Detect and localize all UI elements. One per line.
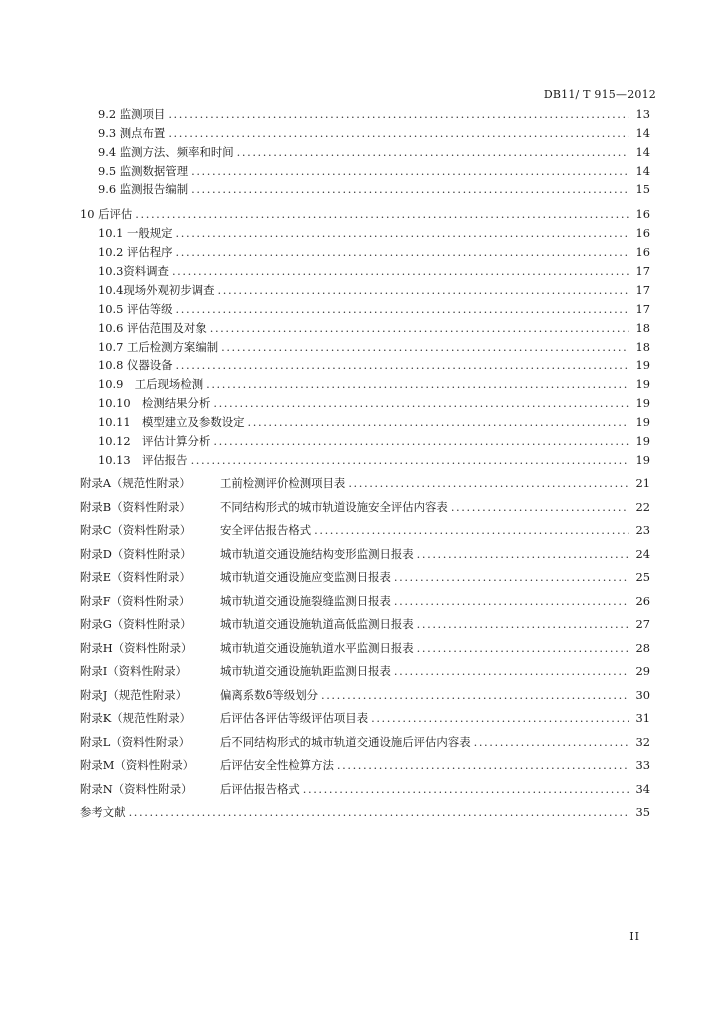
appendix-code: 附录G（资料性附录） [80,617,192,632]
dot-leader [191,182,629,196]
toc-entry-page: 19 [635,396,650,411]
toc-entry-page: 14 [635,163,650,178]
dot-leader [168,126,629,140]
toc-entry-10-8[interactable] [98,354,650,373]
dot-leader [221,340,629,354]
appendix-code: 附录N（资料性附录） [80,781,193,796]
dot-leader [321,688,629,702]
dot-leader [129,805,629,819]
toc-entry-title: 10.7 工后检测方案编制 [98,339,219,354]
toc-entry-10-1[interactable] [98,221,650,240]
dot-leader [218,283,630,297]
toc-entry-title: 10.8 仪器设备 [98,358,173,373]
toc-entry-page: 17 [635,301,650,316]
toc-appendix-m[interactable] [80,749,650,773]
appendix-title: 后评估各评估等级评估项目表 [220,711,369,726]
dot-leader [394,664,629,678]
toc-entry-page: 16 [635,226,650,241]
appendix-title: 工前检测评价检测项目表 [220,476,346,491]
dot-leader [176,226,629,240]
toc-entry-title: 10.3资料调查 [98,264,169,279]
document-number: DB11/ T 915—2012 [543,88,656,101]
toc-entry-page: 33 [635,758,650,773]
appendix-code: 附录J（规范性附录） [80,687,188,702]
toc-entry-title: 10.1 一般规定 [98,226,173,241]
dot-leader [172,264,629,278]
toc-appendix-l[interactable] [80,725,650,749]
toc-entry-title: 10.4现场外观初步调查 [98,282,215,297]
toc-entry-page: 34 [635,781,650,796]
toc-entry-page: 14 [635,125,650,140]
dot-leader [191,453,629,467]
appendix-code: 附录A（规范性附录） [80,476,191,491]
toc-appendix-f[interactable] [80,584,650,608]
toc-entry-9-4[interactable] [98,140,650,159]
toc-entry-title: 10.2 评估程序 [98,245,173,260]
toc-entry-title: 9.3 测点布置 [98,125,166,140]
toc-appendix-d[interactable] [80,537,650,561]
toc-entry-10-3[interactable] [98,259,650,278]
dot-leader [394,570,629,584]
toc-entry-title: 9.2 监测项目 [98,106,166,121]
toc-appendix-c[interactable] [80,514,650,538]
toc-entry-title: 10.9 工后现场检测 [98,377,204,392]
appendix-code: 附录L（资料性附录） [80,734,191,749]
toc-entry-page: 32 [635,734,650,749]
toc-entry-title: 10.12 评估计算分析 [98,434,211,449]
toc-entry-page: 16 [635,207,650,222]
toc-entry-10-6[interactable] [98,316,650,335]
toc-entry-10-2[interactable] [98,240,650,259]
dot-leader [474,735,629,749]
toc-entry-page: 18 [635,339,650,354]
toc-entry-page: 30 [635,687,650,702]
dot-leader [176,358,629,372]
appendix-title: 后评估安全性检算方法 [220,758,334,773]
toc-entry-title: 10 后评估 [80,207,133,222]
appendix-code: 附录I（资料性附录） [80,664,188,679]
appendix-code: 附录K（规范性附录） [80,711,192,726]
toc-entry-page: 17 [635,282,650,297]
toc-appendix-e[interactable] [80,561,650,585]
toc-entry-page: 13 [635,106,650,121]
toc-entry-10-5[interactable] [98,297,650,316]
toc-entry-page: 29 [635,664,650,679]
toc-entry-page: 21 [635,476,650,491]
toc-entry-10-7[interactable] [98,335,650,354]
dot-leader [451,500,629,514]
appendix-code: 附录H（资料性附录） [80,640,193,655]
dot-leader [303,782,629,796]
toc-entry-page: 19 [635,452,650,467]
toc-entry-9-3[interactable] [98,121,650,140]
toc-entry-10-9[interactable] [98,372,650,391]
dot-leader [394,594,629,608]
toc-entry-10-4[interactable] [98,278,650,297]
toc-entry-title: 9.6 监测报告编制 [98,182,189,197]
appendix-title: 安全评估报告格式 [220,523,312,538]
dot-leader [248,415,629,429]
appendix-code: 附录D（资料性附录） [80,546,192,561]
dot-leader [176,245,629,259]
toc-appendix-b[interactable] [80,490,650,514]
toc-entry-page: 23 [635,523,650,538]
toc-entry-page: 16 [635,245,650,260]
toc-entry-title: 10.13 评估报告 [98,452,188,467]
toc-entry-9-6[interactable] [98,178,650,197]
appendix-title: 偏离系数δ等级划分 [220,687,318,702]
toc-entry-title: 10.6 评估范围及对象 [98,320,207,335]
appendix-title: 城市轨道交通设施轨道高低监测日报表 [220,617,414,632]
toc-entry-10-13[interactable] [98,448,650,467]
toc-entry-9-5[interactable] [98,159,650,178]
toc-entry-page: 18 [635,320,650,335]
toc-entry-10-11[interactable] [98,410,650,429]
dot-leader [417,617,629,631]
appendix-title: 后评估报告格式 [220,781,300,796]
toc-appendix-a[interactable] [80,467,650,491]
toc-entry-page: 14 [635,144,650,159]
dot-leader [210,321,629,335]
appendix-code: 附录B（资料性附录） [80,499,191,514]
appendix-title: 不同结构形式的城市轨道设施安全评估内容表 [220,499,448,514]
toc-entry-page: 19 [635,434,650,449]
toc-references[interactable] [80,796,650,820]
dot-leader [417,641,629,655]
toc-entry-page: 26 [635,593,650,608]
dot-leader [237,145,629,159]
toc-entry-title: 参考文献 [80,805,126,820]
toc-entry-page: 25 [635,570,650,585]
toc-appendix-g[interactable] [80,608,650,632]
dot-leader [176,302,629,316]
toc-appendix-k[interactable] [80,702,650,726]
dot-leader [168,107,629,121]
toc-entry-10-10[interactable] [98,391,650,410]
appendix-title: 后不同结构形式的城市轨道交通设施后评估内容表 [220,734,471,749]
dot-leader [191,164,629,178]
toc-entry-page: 19 [635,358,650,373]
toc-entry-title: 9.4 监测方法、频率和时间 [98,144,234,159]
toc-entry-page: 15 [635,182,650,197]
toc-entry-page: 28 [635,640,650,655]
toc-entry-title: 10.11 模型建立及参数设定 [98,415,245,430]
toc-entry-10-12[interactable] [98,429,650,448]
appendix-code: 附录F（资料性附录） [80,593,191,608]
toc-entry-page: 31 [635,711,650,726]
dot-leader [135,207,629,221]
toc-appendix-j[interactable] [80,678,650,702]
table-of-contents [80,102,650,819]
appendix-code: 附录M（资料性附录） [80,758,195,773]
toc-entry-title: 9.5 监测数据管理 [98,163,189,178]
appendix-title: 城市轨道交通设施应变监测日报表 [220,570,391,585]
toc-chapter-10[interactable] [80,202,650,221]
toc-entry-title: 10.5 评估等级 [98,301,173,316]
toc-entry-page: 17 [635,264,650,279]
appendix-title: 城市轨道交通设施裂缝监测日报表 [220,593,391,608]
toc-entry-page: 35 [635,805,650,820]
dot-leader [206,377,629,391]
dot-leader [314,523,629,537]
toc-appendix-n[interactable] [80,772,650,796]
dot-leader [417,547,629,561]
dot-leader [371,711,629,725]
appendix-title: 城市轨道交通设施轨距监测日报表 [220,664,391,679]
appendix-code: 附录E（资料性附录） [80,570,191,585]
toc-entry-page: 24 [635,546,650,561]
appendix-title: 城市轨道交通设施轨道水平监测日报表 [220,640,414,655]
page-number: II [629,930,640,943]
appendix-title: 城市轨道交通设施结构变形监测日报表 [220,546,414,561]
toc-entry-page: 22 [635,499,650,514]
toc-entry-page: 19 [635,415,650,430]
dot-leader [348,476,629,490]
toc-entry-title: 10.10 检测结果分析 [98,396,211,411]
toc-entry-page: 19 [635,377,650,392]
dot-leader [213,396,629,410]
appendix-code: 附录C（资料性附录） [80,523,192,538]
toc-entry-page: 27 [635,617,650,632]
toc-appendix-h[interactable] [80,631,650,655]
dot-leader [337,758,629,772]
toc-appendix-i[interactable] [80,655,650,679]
toc-entry-9-2[interactable] [98,102,650,121]
dot-leader [213,434,629,448]
